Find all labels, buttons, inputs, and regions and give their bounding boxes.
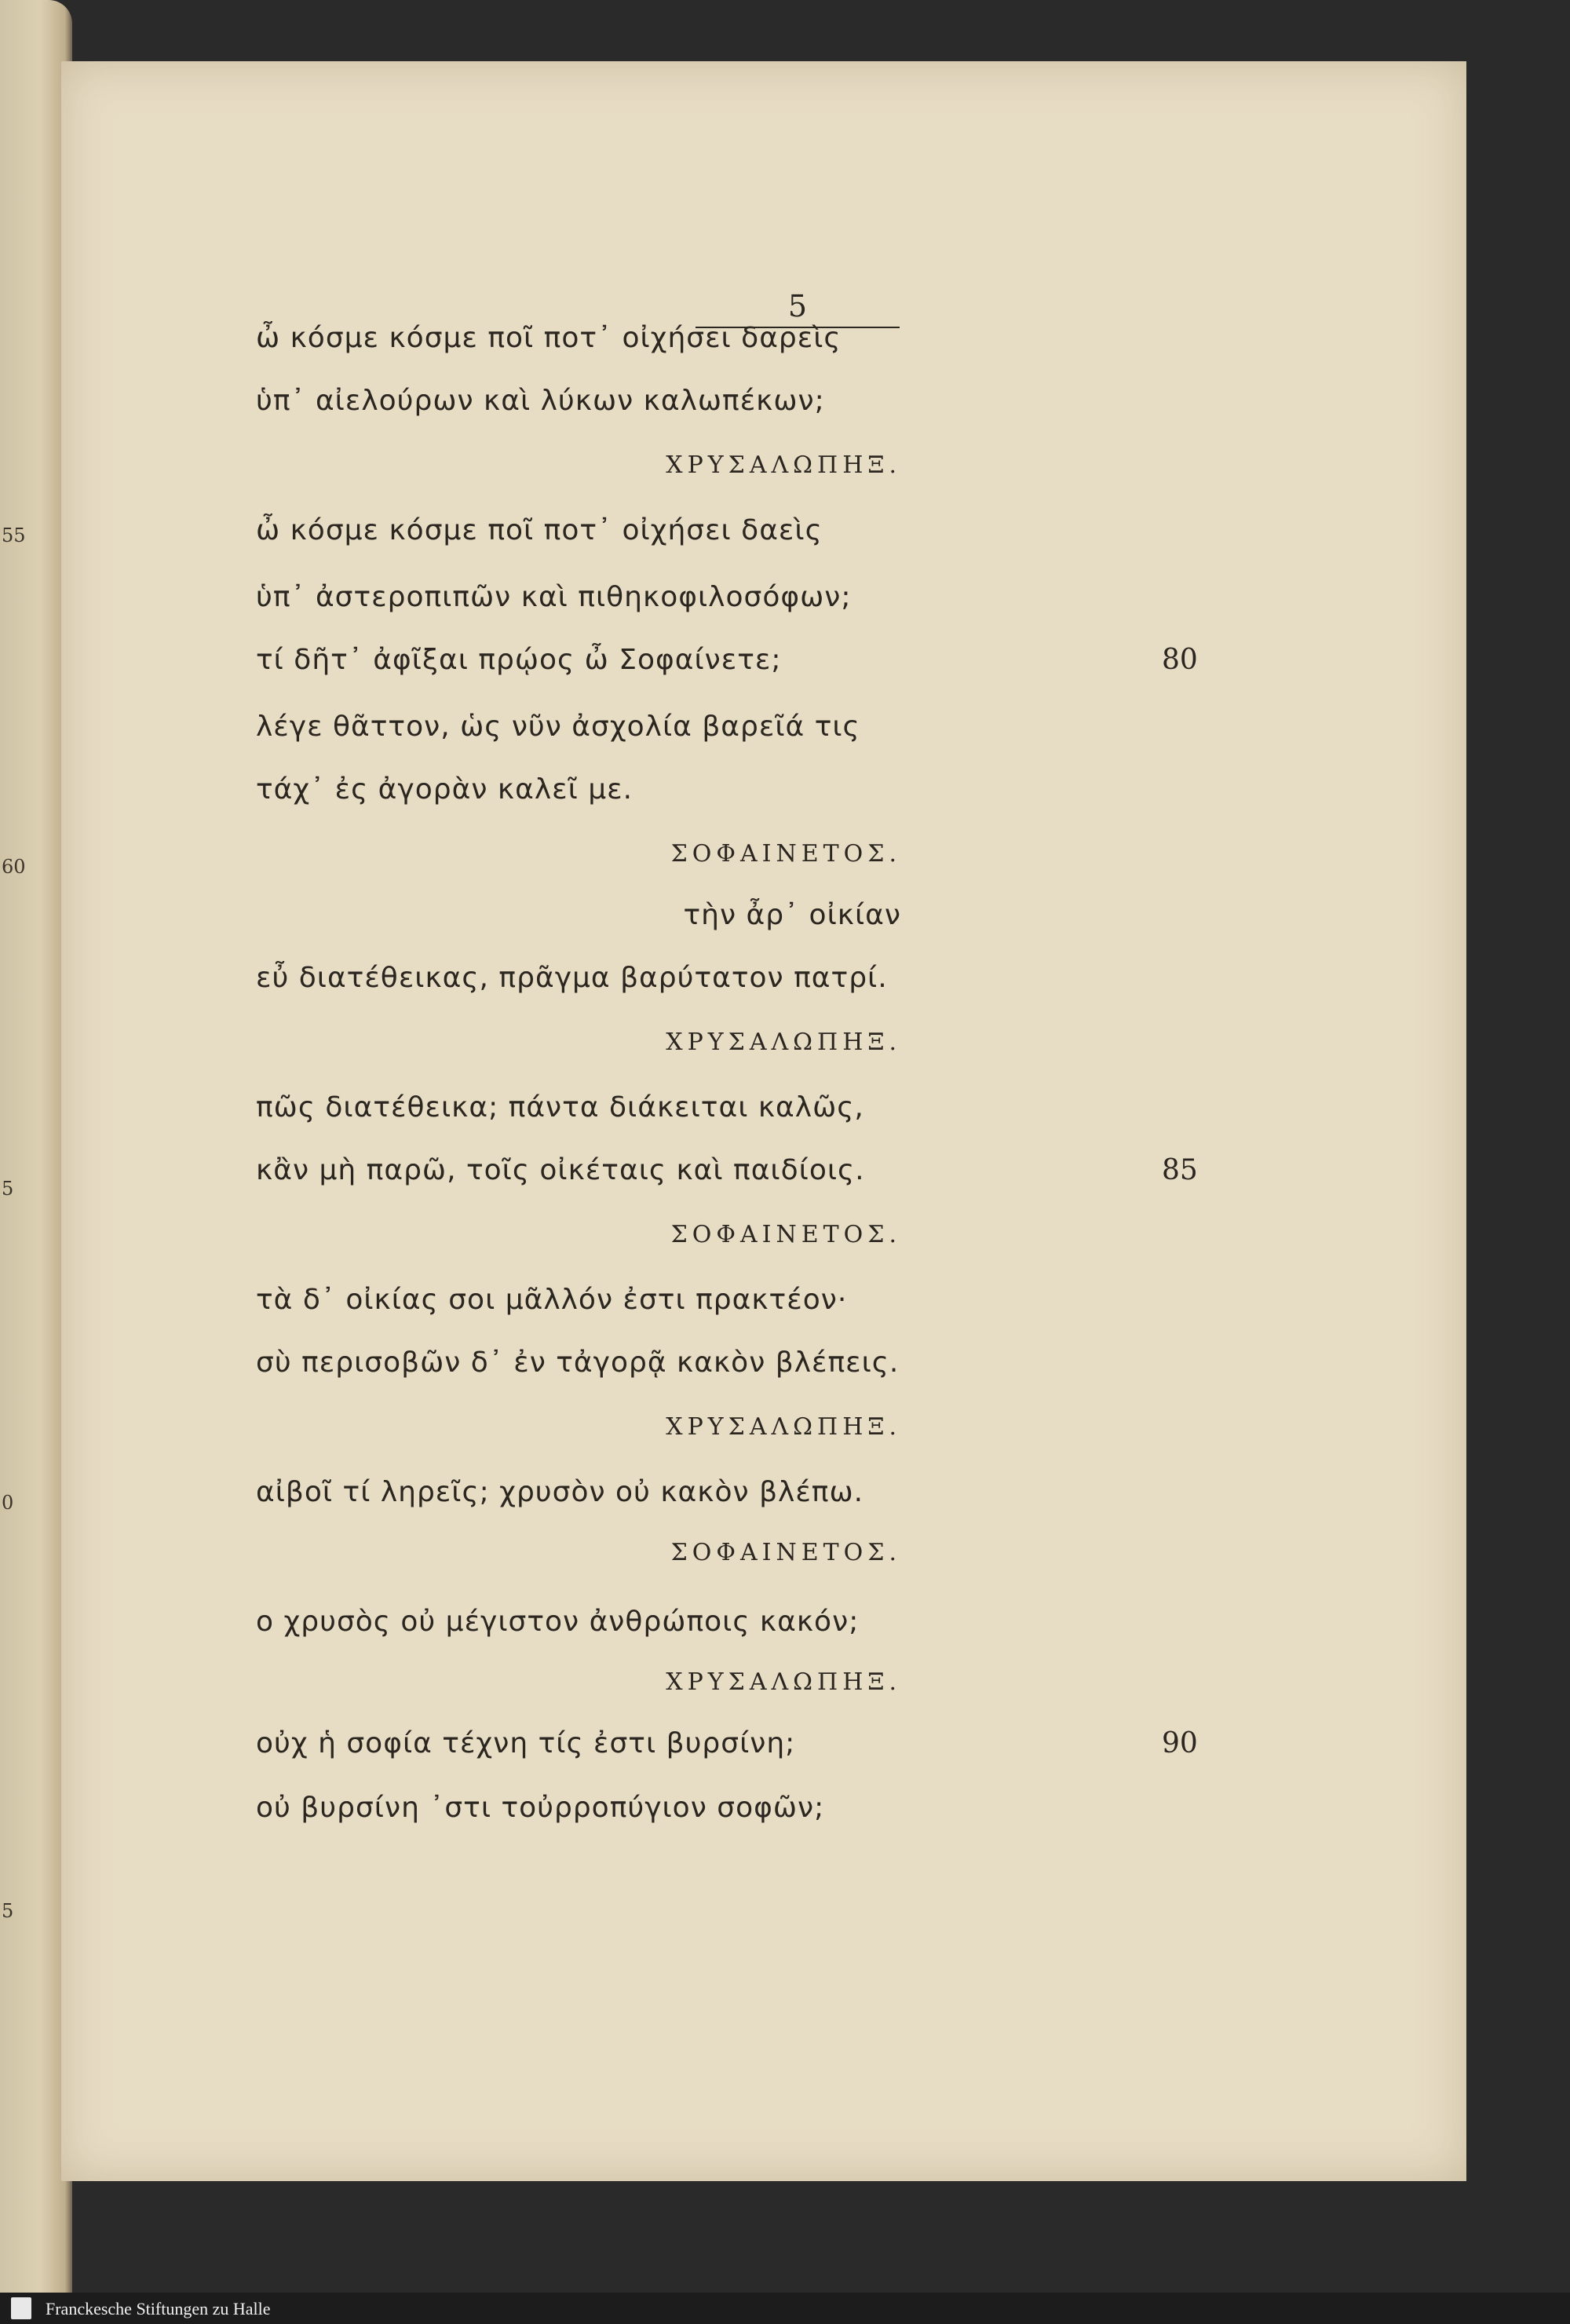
- verse-line: τὴν ἆρ᾽ οἰκίαν: [683, 899, 901, 931]
- speaker-name: ΧΡΥΣΑΛΩΠΗΞ.: [666, 1029, 901, 1056]
- verse-line: ο χρυσὸς οὐ μέγιστον ἀνθρώποις κακόν;: [256, 1606, 860, 1638]
- speaker-name: ΧΡΥΣΑΛΩΠΗΞ.: [666, 451, 901, 479]
- line-number: 80: [1162, 644, 1198, 676]
- verse-line: ὦ κόσμε κόσμε ποῖ ποτ᾽ οἰχήσει δαρεὶς: [256, 322, 842, 354]
- speaker-name: ΣΟΦΑΙΝΕΤΟΣ.: [670, 1539, 901, 1566]
- verse-line: ὑπ᾽ αἰελούρων καὶ λύκων καλωπέκων;: [256, 385, 825, 417]
- verse-line: λέγε θᾶττον, ὡς νῦν ἀσχολία βαρεῖά τις: [256, 711, 860, 743]
- speaker-name: ΧΡΥΣΑΛΩΠΗΞ.: [666, 1413, 901, 1441]
- institution-logo-icon: [11, 2297, 31, 2319]
- verse-line: ὑπ᾽ ἀστεροπιπῶν καὶ πιθηκοφιλοσόφων;: [256, 581, 852, 613]
- verse-line: οὐ βυρσίνη ᾽στι τοὐρροπύγιον σοφῶν;: [256, 1792, 825, 1824]
- verse-line: εὖ διατέθεικας, πρᾶγμα βαρύτατον πατρί.: [256, 962, 888, 994]
- verse-line: πῶς διατέθεικα; πάντα διάκειται καλῶς,: [256, 1091, 864, 1124]
- margin-line-number: 5: [2, 1900, 14, 1922]
- footer-bar: [0, 2293, 1570, 2324]
- verse-line: αἰβοῖ τί ληρεῖς; χρυσὸν οὐ κακὸν βλέπω.: [256, 1476, 864, 1508]
- footer-credit: Franckesche Stiftungen zu Halle: [46, 2299, 271, 2319]
- margin-line-number: 55: [2, 524, 26, 546]
- speaker-name: ΣΟΦΑΙΝΕΤΟΣ.: [670, 1221, 901, 1248]
- verse-line: τάχ᾽ ἐς ἀγορὰν καλεῖ με.: [256, 773, 633, 806]
- line-number: 85: [1162, 1154, 1198, 1186]
- margin-line-number: 0: [2, 1492, 14, 1514]
- speaker-name: ΣΟΦΑΙΝΕΤΟΣ.: [670, 840, 901, 868]
- verse-line: τὰ δ᾽ οἰκίας σοι μᾶλλόν ἐστι πρακτέον·: [256, 1284, 848, 1316]
- line-number: 90: [1162, 1727, 1198, 1759]
- verse-line: ὦ κόσμε κόσμε ποῖ ποτ᾽ οἰχήσει δαεὶς: [256, 514, 823, 546]
- verse-line: κἂν μὴ παρῶ, τοῖς οἰκέταις καὶ παιδίοις.: [256, 1154, 865, 1186]
- book-page: [61, 61, 1466, 2181]
- verse-line: οὐχ ἡ σοφία τέχνη τίς ἐστι βυρσίνη;: [256, 1727, 796, 1759]
- speaker-name: ΧΡΥΣΑΛΩΠΗΞ.: [666, 1668, 901, 1696]
- margin-line-number: 60: [2, 856, 26, 878]
- verse-line: σὺ περισοβῶν δ᾽ ἐν τἀγορᾷ κακὸν βλέπεις.: [256, 1347, 900, 1379]
- page-number: 5: [696, 289, 900, 328]
- margin-line-number: 5: [2, 1178, 14, 1200]
- verse-line: τί δῆτ᾽ ἀφῖξαι πρῴος ὦ Σοφαίνετε;: [256, 644, 782, 676]
